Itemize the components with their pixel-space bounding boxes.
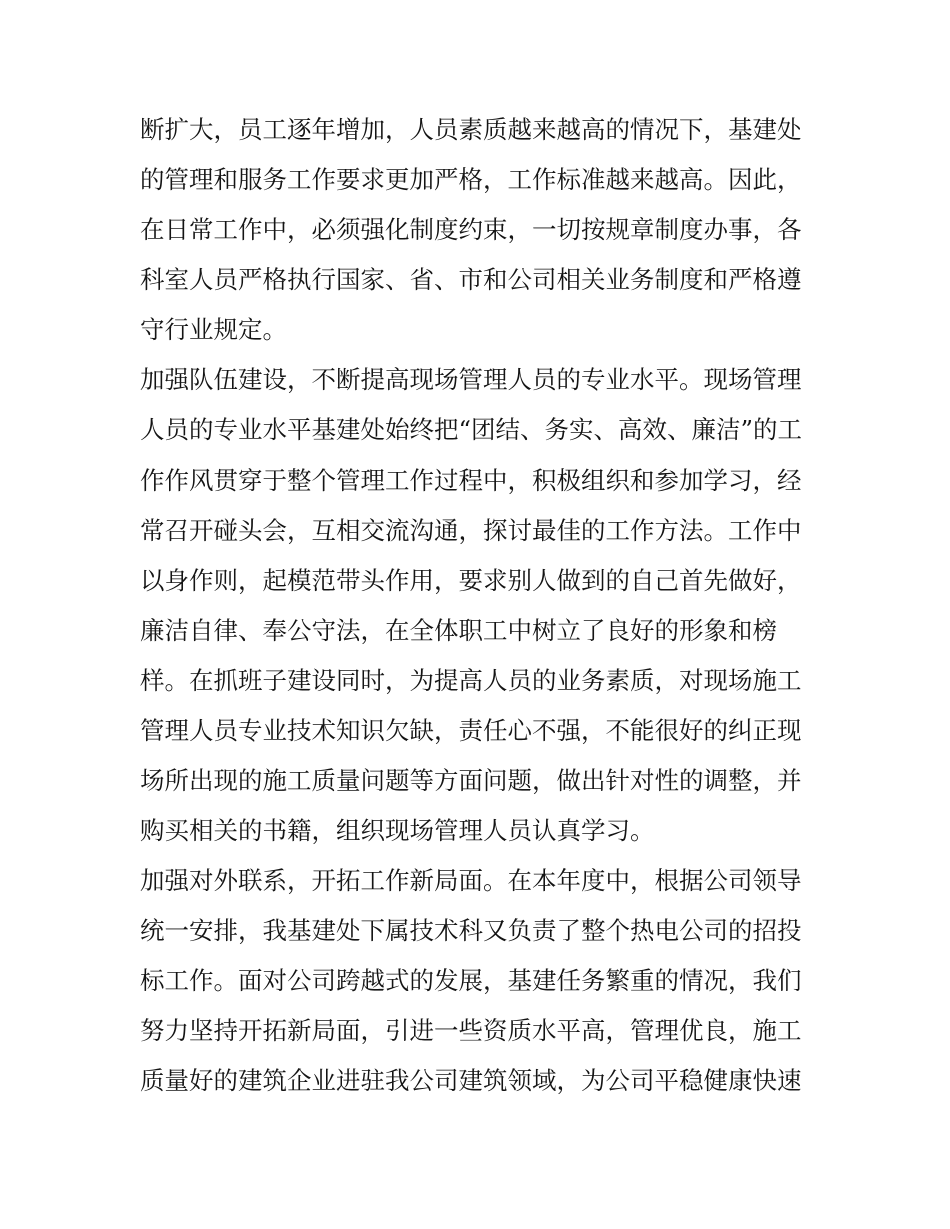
text-line-13: 管理人员专业技术知识欠缺，责任心不强，不能很好的纠正现: [140, 716, 802, 745]
text-line-9: 常召开碰头会，互相交流沟通，探讨最佳的工作方法。工作中: [140, 516, 802, 545]
text-line-11: 廉洁自律、奉公守法，在全体职工中树立了良好的形象和榜: [140, 616, 777, 645]
text-line-6: 加强队伍建设，不断提高现场管理人员的专业水平。现场管理: [140, 365, 802, 394]
text-line-1: 断扩大，员工逐年增加，人员素质越来越高的情况下，基建处: [140, 115, 802, 144]
text-line-15: 购买相关的书籍，组织现场管理人员认真学习。: [140, 816, 655, 845]
text-line-5: 守行业规定。: [140, 315, 287, 344]
text-line-8: 作作风贯穿于整个管理工作过程中，积极组织和参加学习，经: [140, 466, 802, 495]
text-line-18: 标工作。面对公司跨越式的发展，基建任务繁重的情况，我们: [140, 966, 802, 995]
text-line-12: 样。在抓班子建设同时，为提高人员的业务素质，对现场施工: [140, 666, 802, 695]
text-line-4: 科室人员严格执行国家、省、市和公司相关业务制度和严格遵: [140, 265, 802, 294]
text-line-17: 统一安排，我基建处下属技术科又负责了整个热电公司的招投: [140, 916, 802, 945]
text-line-7: 人员的专业水平基建处始终把“团结、务实、高效、廉洁”的工: [140, 415, 803, 444]
text-line-19: 努力坚持开拓新局面，引进一些资质水平高，管理优良，施工: [140, 1016, 802, 1045]
text-line-16: 加强对外联系，开拓工作新局面。在本年度中，根据公司领导: [140, 866, 802, 895]
text-line-20: 质量好的建筑企业进驻我公司建筑领域，为公司平稳健康快速: [140, 1066, 802, 1095]
text-line-3: 在日常工作中，必须强化制度约束，一切按规章制度办事，各: [140, 215, 802, 244]
text-line-10: 以身作则，起模范带头作用，要求别人做到的自己首先做好，: [140, 566, 802, 595]
text-line-2: 的管理和服务工作要求更加严格，工作标准越来越高。因此，: [140, 165, 802, 194]
text-line-14: 场所出现的施工质量问题等方面问题，做出针对性的调整，并: [140, 766, 802, 795]
